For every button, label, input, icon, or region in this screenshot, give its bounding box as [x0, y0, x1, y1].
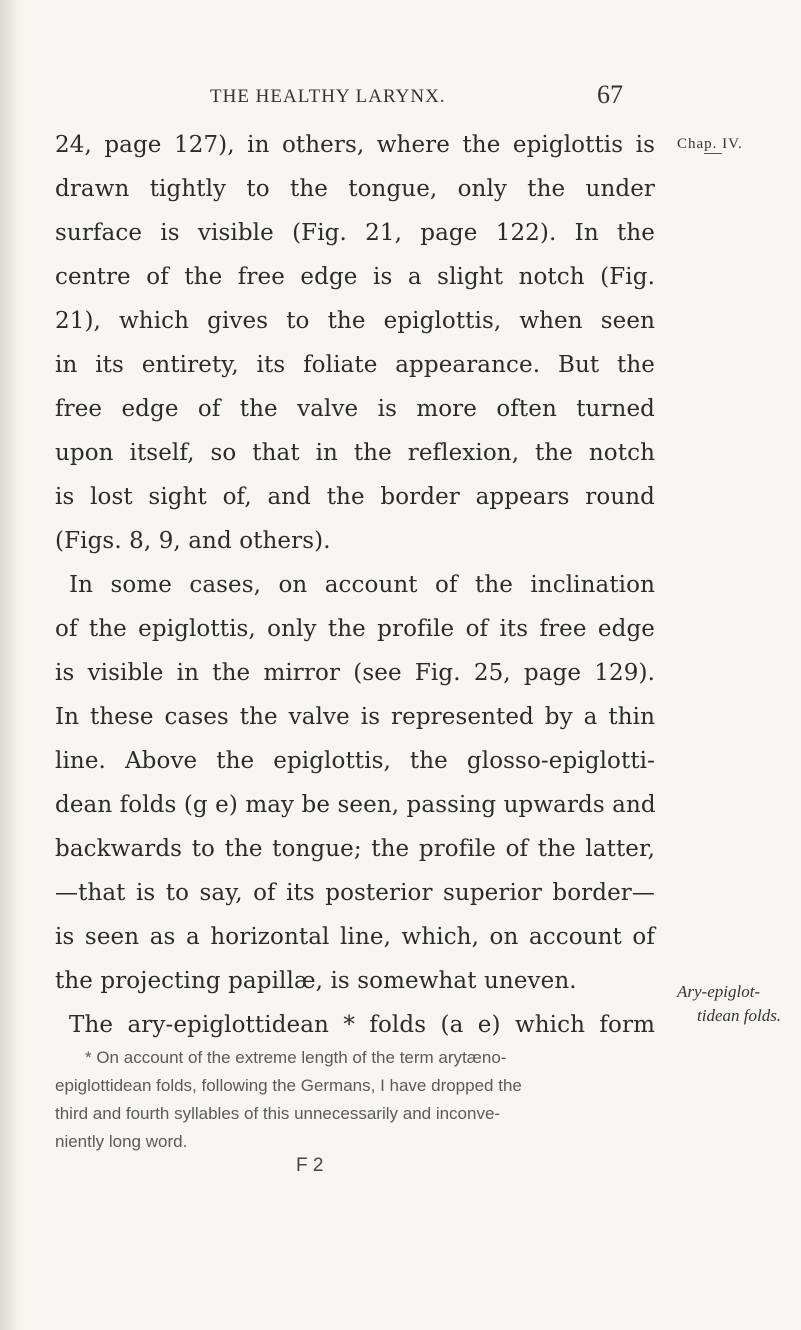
text-line: surface is visible (Fig. 21, page 122). In the: [55, 220, 655, 246]
body-text: [55, 123, 655, 1047]
text-line: is lost sight of, and the border appears round: [55, 484, 655, 510]
text-line: is visible in the mirror (see Fig. 25, page 129).: [55, 660, 655, 686]
text-line: (Figs. 8, 9, and others).: [55, 528, 331, 554]
page-number: 67: [597, 80, 623, 109]
text-line: of the epiglottis, only the profile of its free edge: [55, 616, 655, 642]
text-line: line. Above the epiglottis, the glosso-epiglotti-: [55, 748, 655, 774]
text-line: the projecting papillæ, is somewhat uneven.: [55, 968, 577, 994]
sidenote-ary-epiglottidean: [677, 980, 781, 1028]
page-gutter-shadow: [0, 0, 22, 1330]
text-line: dean folds (g e) may be seen, passing upwards and: [55, 792, 656, 818]
text-line: free edge of the valve is more often turned: [55, 396, 655, 422]
text-line: upon itself, so that in the reflexion, the notch: [55, 440, 655, 466]
text-line: In some cases, on account of the inclination: [69, 572, 655, 598]
text-line: drawn tightly to the tongue, only the under: [55, 176, 655, 202]
text-line: In these cases the valve is represented by a thin: [55, 704, 655, 730]
text-line: is seen as a horizontal line, which, on account of: [55, 924, 655, 950]
footnote-line: niently long word.: [55, 1132, 188, 1151]
text-line: 24, page 127), in others, where the epiglottis is: [55, 132, 655, 158]
running-head: THE HEALTHY LARYNX.: [210, 86, 446, 107]
text-line: in its entirety, its foliate appearance. But the: [55, 352, 655, 378]
chapter-marginal-note: Chap. IV.: [677, 136, 743, 152]
text-line: backwards to the tongue; the profile of the latter,: [55, 836, 655, 862]
sidenote-line: tidean folds.: [697, 1006, 782, 1025]
footnote-line: third and fourth syllables of this unnecessarily and inconve-: [55, 1104, 501, 1123]
footnote-line: * On account of the extreme length of the term arytæno-: [85, 1048, 507, 1067]
signature-mark: F 2: [296, 1155, 324, 1176]
sidenote-line: Ary-epiglot-: [677, 982, 761, 1001]
footnote-line: epiglottidean folds, following the Germans, I have dropped the: [55, 1076, 522, 1095]
chapter-rule: [704, 153, 722, 154]
text-line: 21), which gives to the epiglottis, when seen: [55, 308, 655, 334]
text-line: —that is to say, of its posterior superior border—: [55, 880, 655, 906]
footnote: [55, 1044, 645, 1156]
text-line: centre of the free edge is a slight notch (Fig.: [55, 264, 655, 290]
text-line: The ary-epiglottidean * folds (a e) which form: [69, 1012, 655, 1038]
